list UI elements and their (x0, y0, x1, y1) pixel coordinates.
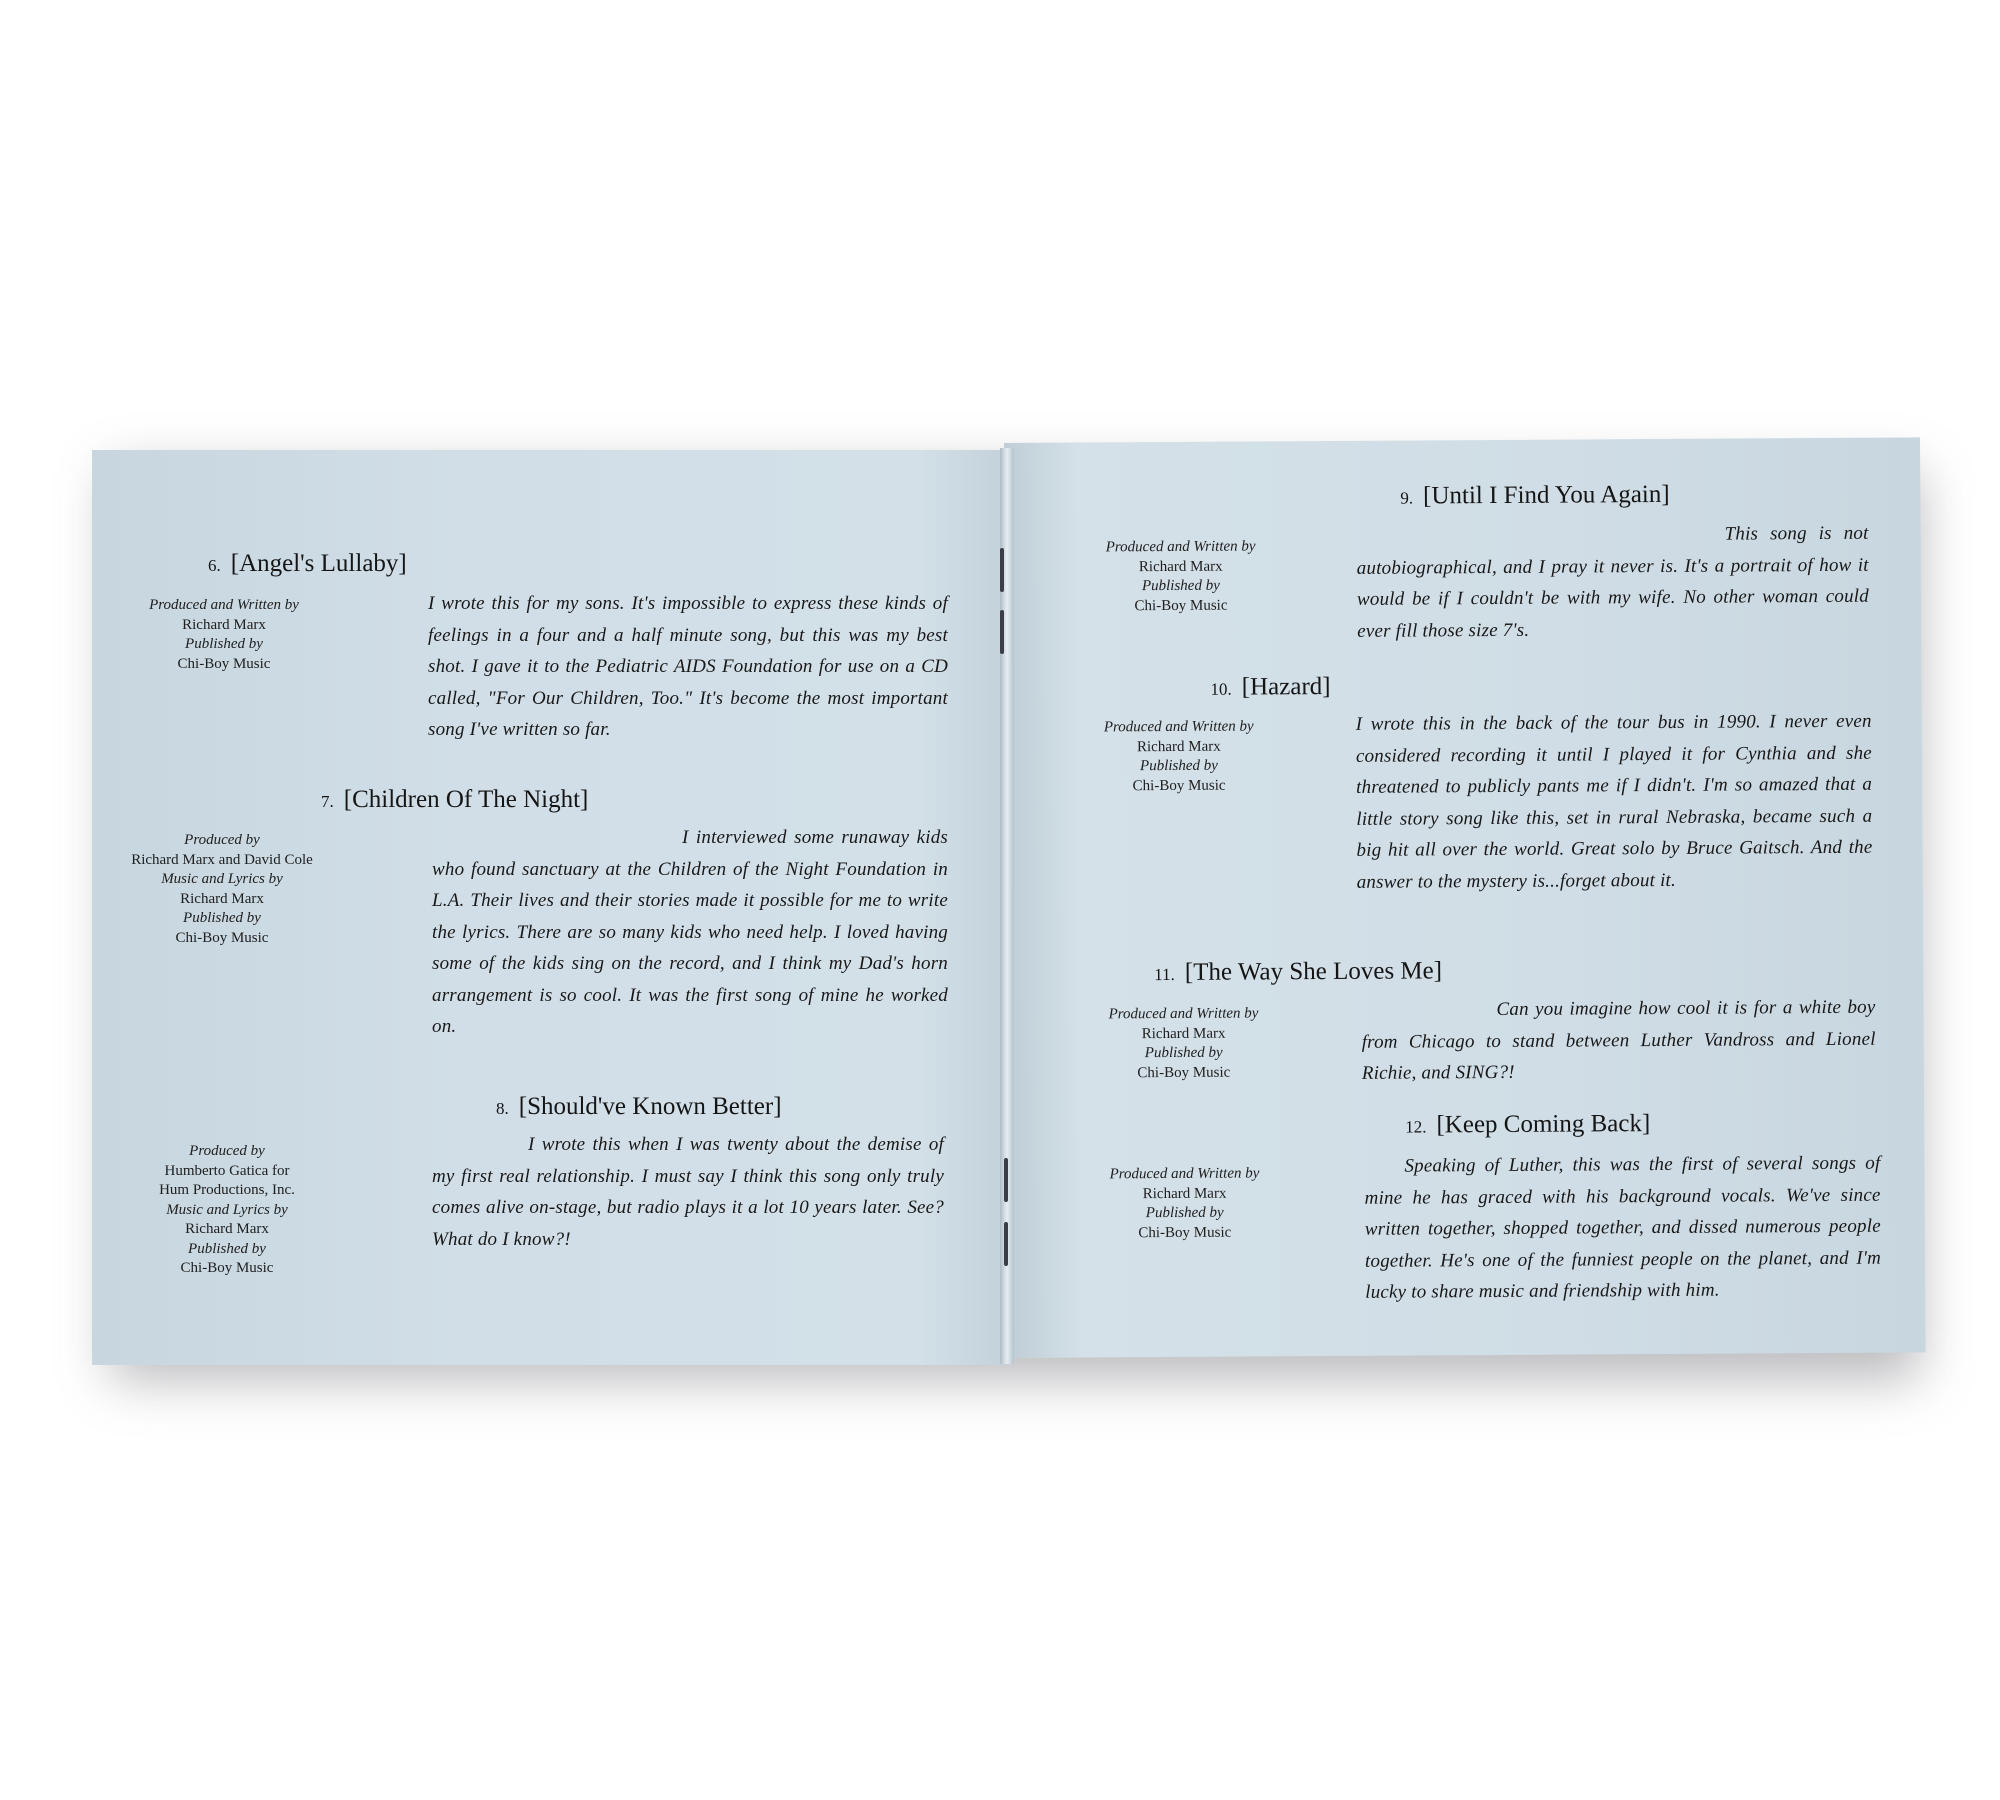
credit-role: Produced by (189, 1143, 265, 1159)
right-page (1004, 437, 1926, 1358)
track-number: 11. (1154, 964, 1175, 985)
staple (1000, 610, 1004, 654)
credit-name: Hum Productions, Inc. (159, 1182, 295, 1198)
song-title (496, 1093, 782, 1121)
title-text: [Keep Coming Back] (1436, 1110, 1651, 1139)
credit-name: Richard Marx (1142, 1185, 1227, 1202)
staple (1000, 548, 1004, 592)
liner-note (432, 1129, 944, 1255)
staple (1004, 1158, 1008, 1202)
credit-name: Chi-Boy Music (177, 655, 271, 672)
staple (1004, 1222, 1008, 1266)
credit-name: Richard Marx (185, 1221, 269, 1237)
credit-name: Richard Marx (1136, 738, 1221, 755)
title-text: [Until I Find You Again] (1422, 480, 1670, 510)
credits-block (112, 831, 332, 948)
credit-role: Published by (1145, 1204, 1224, 1222)
note-text: Can you imagine how cool it is for a white boy from Chicago to stand between Luther Vandross and Lionel Richie, and SING?! (1361, 996, 1876, 1084)
credit-role: Published by (185, 636, 263, 652)
liner-note (1356, 706, 1873, 898)
credit-name: Chi-Boy Music (1134, 597, 1228, 614)
title-text: [Angel's Lullaby] (230, 550, 407, 577)
note-text: This song is not autobiographical, and I pray it never is. It's a portrait of how it would be if I couldn't be with my wife. No other woman could ever fill those size 7's. (1356, 522, 1870, 642)
title-text: [Children Of The Night] (343, 786, 589, 813)
song-title (1210, 673, 1330, 702)
credit-role: Produced and Written by (149, 597, 299, 613)
credit-role: Produced and Written by (1105, 538, 1256, 556)
note-text: I wrote this for my sons. It's impossible to express these kinds of feelings in a four and a half minute song, but this was my best shot. I gave it to the Pediatric AIDS Foundation for use on a CD called, "For Our Children, Too." It's become the most important song I've written so far. (428, 593, 948, 740)
song-title (1405, 1110, 1650, 1139)
song-title (321, 786, 588, 814)
credit-name: Chi-Boy Music (180, 1260, 274, 1276)
track-number: 8. (496, 1099, 509, 1118)
credit-name: Chi-Boy Music (1137, 1064, 1231, 1081)
credit-role: Produced and Written by (1108, 1005, 1259, 1023)
title-text: [Should've Known Better] (518, 1093, 782, 1120)
credits-block (1089, 717, 1269, 796)
credit-role: Music and Lyrics by (166, 1201, 288, 1218)
credit-role: Produced and Written by (1109, 1165, 1260, 1183)
note-text: I wrote this in the back of the tour bus in 1990. I never even considered recording it until I played it for Cynthia and she threatened to publicly pants me if I didn't. I'm so amazed that a little story song like this, set in rural Nebraska, became such a big hit all over the world. Great solo by Bruce Gaitsch. And the answer to the mystery is...forget about it. (1355, 710, 1873, 893)
note-text: Speaking of Luther, this was the first of several songs of mine he has graced with his background vocals. We've since written together, shopped together, and dissed numerous people together. He's one of the funniest people on the planet, and I'm lucky to share music and friendship with him. (1364, 1152, 1882, 1303)
credit-role: Published by (183, 910, 261, 926)
track-number: 6. (208, 556, 221, 575)
left-page (92, 450, 1010, 1365)
credit-role: Published by (1141, 577, 1220, 595)
credit-name: Richard Marx and David Cole (131, 851, 313, 868)
note-text: I wrote this when I was twenty about the demise of my first real relationship. I must say I think this song only truly comes alive on-stage, but radio plays it a lot 10 years later. See? What do I know?! (432, 1134, 944, 1250)
credits-block (1094, 1164, 1274, 1243)
credit-role: Published by (1144, 1044, 1223, 1062)
song-title (1400, 481, 1669, 511)
credit-name: Chi-Boy Music (1132, 777, 1226, 794)
liner-note (428, 588, 948, 746)
credits-block (134, 596, 314, 674)
credit-name: Chi-Boy Music (1138, 1224, 1232, 1241)
credit-role: Produced by (184, 832, 260, 848)
song-title (208, 550, 407, 578)
liner-note (1364, 1148, 1881, 1309)
credit-name: Richard Marx (182, 616, 266, 633)
note-text: I interviewed some runaway kids who found sanctuary at the Children of the Night Foundation in L.A. Their lives and their stories made it possible for me to write the lyrics. There are so many kids who need help. I loved having some of the kids sing on the record, and I think my Dad's horn arrangement is so cool. It was the first song of mine he worked on. (432, 827, 948, 1037)
title-text: [Hazard] (1241, 673, 1331, 701)
credit-role: Published by (1139, 757, 1218, 775)
credits-block (142, 1142, 312, 1279)
credit-role: Music and Lyrics by (161, 871, 283, 887)
liner-note (1356, 518, 1869, 647)
credit-name: Richard Marx (180, 890, 264, 907)
liner-note (1361, 992, 1876, 1090)
track-number: 12. (1405, 1117, 1427, 1137)
credit-name: Richard Marx (1141, 1025, 1226, 1042)
title-text: [The Way She Loves Me] (1184, 957, 1443, 986)
track-number: 9. (1400, 488, 1414, 508)
track-number: 10. (1210, 679, 1232, 699)
song-title (1154, 957, 1442, 987)
credits-block (1093, 1004, 1273, 1083)
credit-name: Richard Marx (1138, 558, 1223, 575)
liner-note (432, 822, 948, 1043)
credits-block (1091, 537, 1271, 616)
credit-role: Published by (188, 1240, 266, 1257)
credit-name: Humberto Gatica for (164, 1162, 290, 1179)
track-number: 7. (321, 792, 334, 811)
credit-role: Produced and Written by (1103, 718, 1254, 736)
credit-name: Chi-Boy Music (175, 929, 269, 946)
